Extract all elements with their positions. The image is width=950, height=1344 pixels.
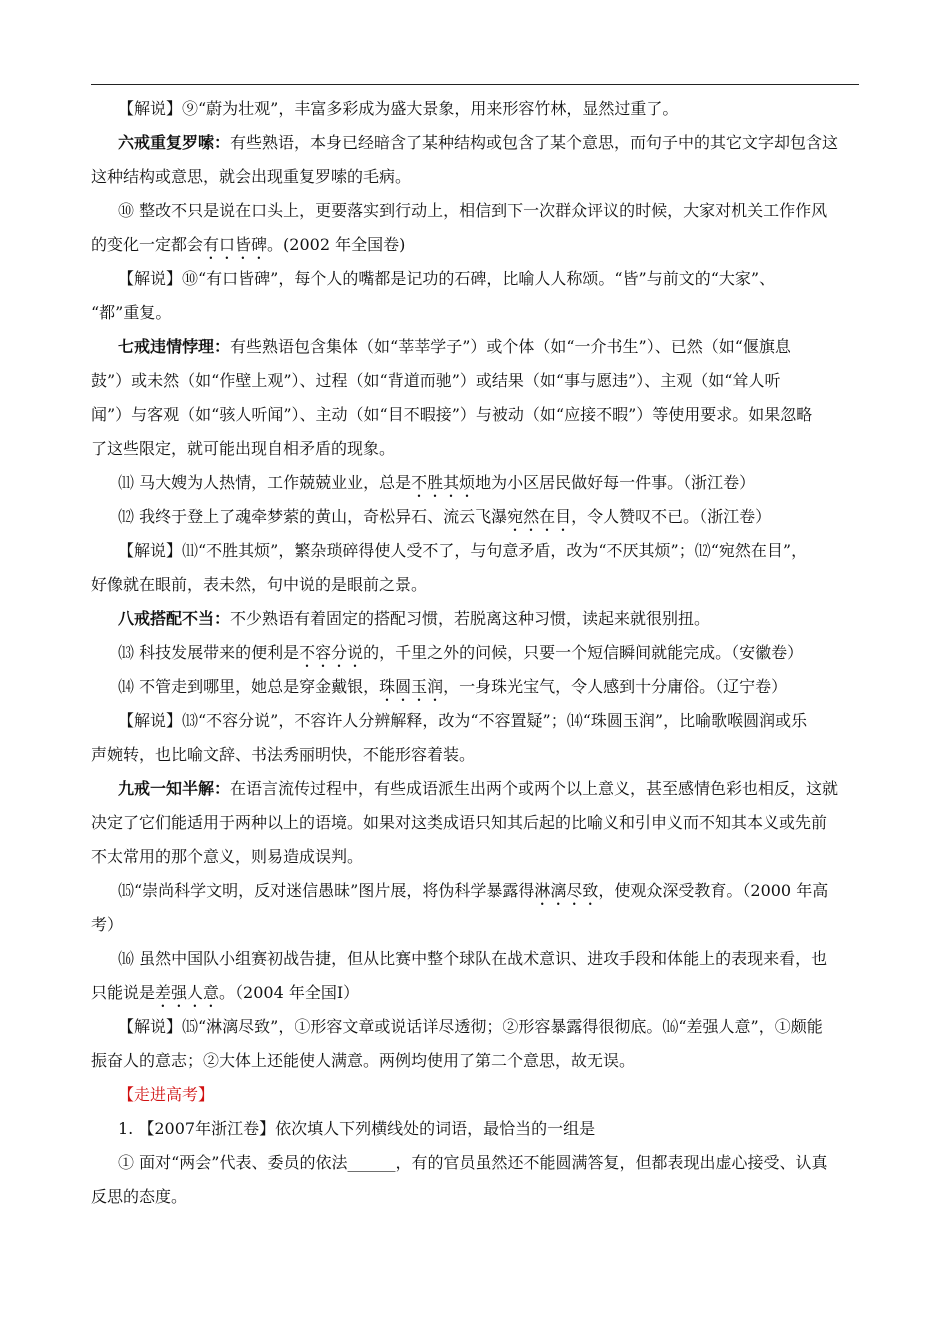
explanation-11-12-cont: 好像就在眼前，表未然，句中说的是眼前之景。 (91, 575, 428, 594)
section-9-line: 九戒一知半解：在语言流传过程中，有些成语派生出两个或两个以上意义，甚至感情色彩也相反，这就 (118, 779, 839, 798)
section-6-line: 这种结构或意思，就会出现重复罗嗦的毛病。 (91, 167, 412, 186)
header-rule (91, 84, 859, 85)
explanation-15-16: 【解说】⒂“淋漓尽致”，①形容文章或说话详尽透彻；②形容暴露得很彻底。⒃“差强人意”，①颇能 (118, 1017, 823, 1036)
gaokao-heading: 【走进高考】 (118, 1085, 215, 1104)
section-6-line: 六戒重复罗嗦：有些熟语，本身已经暗含了某种结构或包含了某个意思，而句子中的其它文字却包含这 (118, 133, 839, 152)
explanation-13-14: 【解说】⒀“不容分说”，不容许人分辨解释，改为“不容置疑”；⒁“珠圆玉润”，比喻歌喉圆润或乐 (118, 711, 808, 730)
question-1: 1. 【2007年浙江卷】依次填人下列横线处的词语，最恰当的一组是 (118, 1119, 596, 1138)
section-6-heading: 六戒重复罗嗦： (118, 133, 231, 152)
question-1-item-1-cont: 反思的态度。 (91, 1187, 188, 1206)
example-11: ⑾ 马大嫂为人热情，工作兢兢业业，总是不胜其烦地为小区居民做好每一件事。（浙江卷） (118, 473, 756, 492)
idiom-term: 不容分说 (299, 643, 364, 662)
section-8-line: 八戒搭配不当：不少熟语有着固定的搭配习惯，若脱离这种习惯，读起来就很别扭。 (118, 609, 711, 628)
example-12: ⑿ 我终于登上了魂牵梦萦的黄山，奇松异石、流云飞瀑宛然在目，令人赞叹不已。（浙江卷） (118, 507, 772, 526)
example-15-cont: 考） (91, 915, 124, 934)
idiom-term: 宛然在目 (507, 507, 572, 526)
section-9-line: 决定了它们能适用于两种以上的语境。如果对这类成语只知其后起的比喻义和引申义而不知其本义或先前 (91, 813, 828, 832)
explanation-10: 【解说】⑩“有口皆碑”，每个人的嘴都是记功的石碑，比喻人人称颂。“皆”与前文的“大家”、 (118, 269, 776, 288)
section-9-line: 不太常用的那个意义，则易造成误判。 (91, 847, 364, 866)
explanation-10-cont: “都”重复。 (91, 303, 172, 322)
idiom-term: 差强人意 (155, 983, 220, 1002)
example-16: ⒃ 虽然中国队小组赛初战告捷，但从比赛中整个球队在战术意识、进攻手段和体能上的表现来看，也 (118, 949, 828, 968)
example-16-cont: 只能说是差强人意。（2004 年全国Ⅰ） (91, 983, 360, 1002)
section-7-line: 七戒违情悖理：有些熟语包含集体（如“莘莘学子”）或个体（如“一介书生”）、已然（如“偃旗息 (118, 337, 791, 356)
explanation-11-12: 【解说】⑾“不胜其烦”，繁杂琐碎得使人受不了，与句意矛盾，改为“不厌其烦”；⑿“宛然在目”， (118, 541, 808, 560)
example-10: ⑩ 整改不只是说在口头上，更要落实到行动上，相信到下一次群众评议的时候，大家对机关工作作风 (118, 201, 828, 220)
example-13: ⒀ 科技发展带来的便利是不容分说的，千里之外的问候，只要一个短信瞬间就能完成。（安徽卷） (118, 643, 804, 662)
section-7-line: 闻”）与客观（如“骇人听闻”）、主动（如“目不暇接”）与被动（如“应接不暇”）等使用要求。如果忽略 (91, 405, 813, 424)
example-14: ⒁ 不管走到哪里，她总是穿金戴银，珠圆玉润，一身珠光宝气，令人感到十分庸俗。（辽宁卷） (118, 677, 788, 696)
document-body (91, 92, 861, 1214)
idiom-term: 珠圆玉润 (379, 677, 444, 696)
question-1-item-1: ① 面对“两会”代表、委员的依法______，有的官员虽然还不能圆满答复，但都表现出虚心接受、认真 (118, 1153, 828, 1172)
explanation-15-16-cont: 振奋人的意志；②大体上还能使人满意。两例均使用了第二个意思，故无误。 (91, 1051, 636, 1070)
section-9-heading: 九戒一知半解： (118, 779, 231, 798)
idiom-term: 不胜其烦 (411, 473, 476, 492)
explanation-9: 【解说】⑨“蔚为壮观”，丰富多彩成为盛大景象，用来形容竹林，显然过重了。 (118, 99, 679, 118)
explanation-13-14-cont: 声婉转，也比喻文辞、书法秀丽明快，不能形容着装。 (91, 745, 476, 764)
section-7-heading: 七戒违情悖理： (118, 337, 231, 356)
example-10-cont: 的变化一定都会有口皆碑。(2002 年全国卷) (91, 235, 406, 254)
section-8-heading: 八戒搭配不当： (118, 609, 231, 628)
idiom-term: 有口皆碑 (203, 235, 268, 254)
example-15: ⒂“崇尚科学文明，反对迷信愚昧”图片展，将伪科学暴露得淋漓尽致，使观众深受教育。（2000 年高 (118, 881, 829, 900)
idiom-term: 淋漓尽致 (534, 881, 599, 900)
section-7-line: 了这些限定，就可能出现自相矛盾的现象。 (91, 439, 396, 458)
section-7-line: 鼓”）或未然（如“作壁上观”）、过程（如“背道而驰”）或结果（如“事与愿违”）、主观（如“耸人听 (91, 371, 781, 390)
